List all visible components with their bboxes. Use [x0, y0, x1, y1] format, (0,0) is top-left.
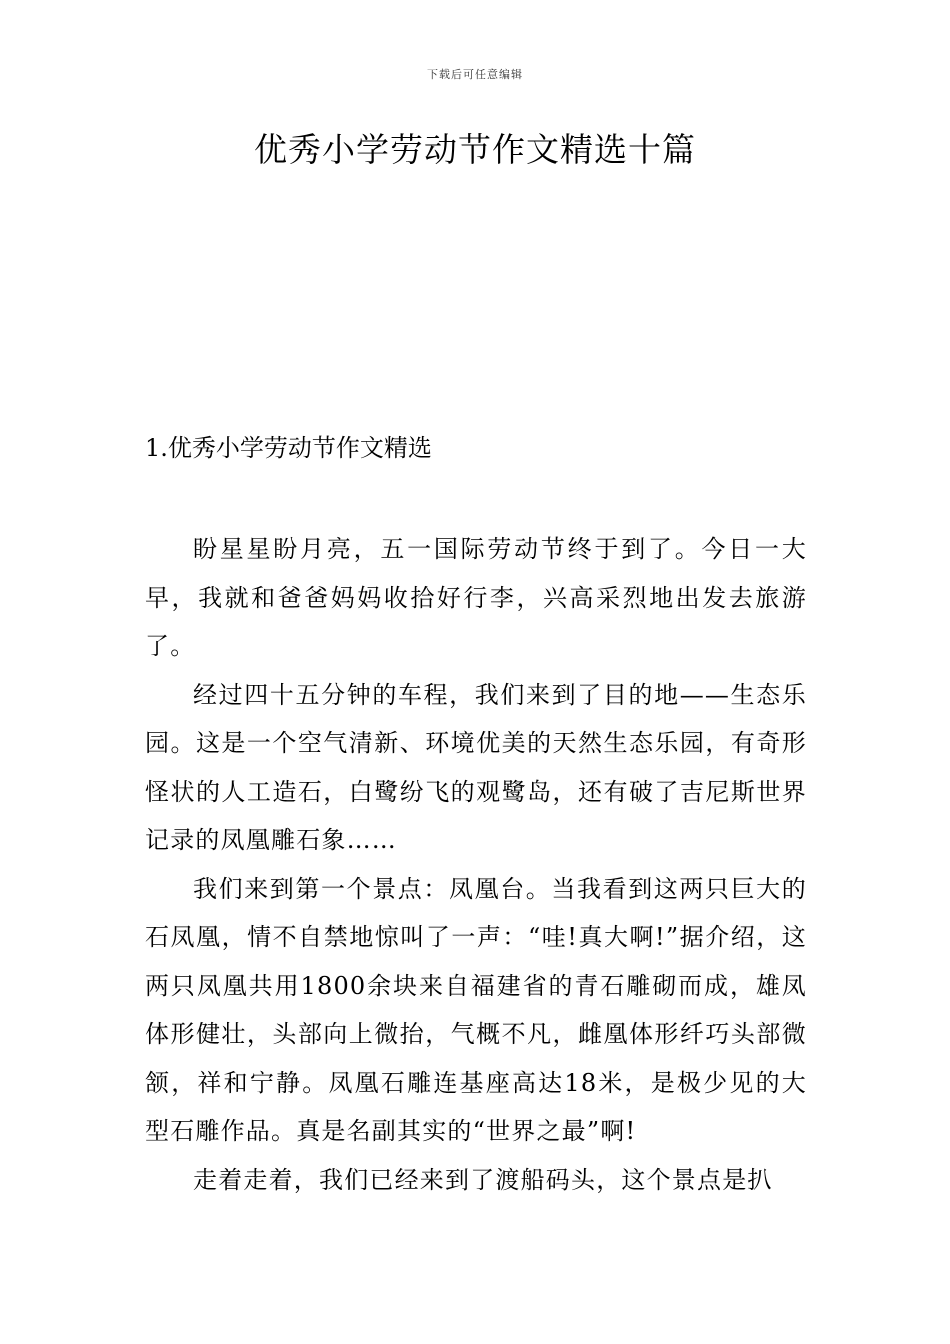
section-heading: 1.优秀小学劳动节作文精选 — [145, 434, 432, 462]
header-note: 下载后可任意编辑 — [427, 68, 523, 81]
body-text — [145, 525, 807, 1204]
paragraph: 盼星星盼月亮，五一国际劳动节终于到了。今日一大早，我就和爸爸妈妈收拾好行李，兴高采烈地出发去旅游了。 — [145, 535, 807, 660]
document-title: 优秀小学劳动节作文精选十篇 — [254, 130, 696, 169]
paragraph: 走着走着，我们已经来到了渡船码头，这个景点是扒 — [193, 1165, 773, 1194]
paragraph: 经过四十五分钟的车程，我们来到了目的地——生态乐园。这是一个空气清新、环境优美的天然生态乐园，有奇形怪状的人工造石，白鹭纷飞的观鹭岛，还有破了吉尼斯世界记录的凤凰雕石象…… — [145, 680, 807, 854]
paragraph: 我们来到第一个景点：凤凰台。当我看到这两只巨大的石凤凰，情不自禁地惊叫了一声：“哇!真大啊!”据介绍，这两只凤凰共用1800余块来自福建省的青石雕砌而成，雄凤体形健壮，头部向上微抬，气概不凡，雌凰体形纤巧头部微颔，祥和宁静。凤凰石雕连基座高达18米，是极少见的大型石雕作品。真是名副其实的“世界之最”啊! — [145, 874, 807, 1145]
